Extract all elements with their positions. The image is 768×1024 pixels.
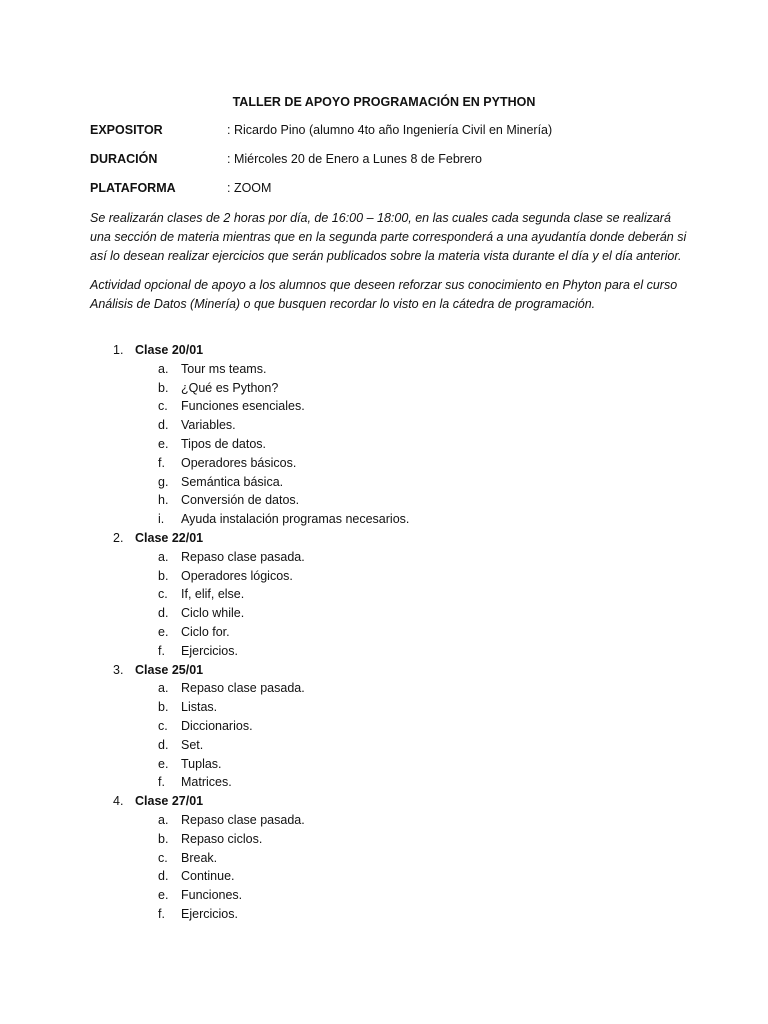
topic-text: Ciclo for.	[181, 624, 230, 639]
topic-text: Funciones esenciales.	[181, 399, 305, 414]
topic-item	[0, 569, 768, 588]
topic-letter: f.	[158, 775, 165, 790]
topic-item	[0, 775, 768, 794]
topic-item	[0, 475, 768, 494]
topic-letter: e.	[158, 436, 169, 451]
class-label: Clase 22/01	[135, 530, 204, 545]
topic-text: Break.	[181, 850, 218, 865]
meta-key: PLATAFORMA	[90, 181, 176, 195]
meta-key: DURACIÓN	[90, 152, 158, 166]
topic-item	[0, 625, 768, 644]
topic-item	[0, 813, 768, 832]
topic-letter: f.	[158, 643, 165, 658]
topic-letter: e.	[158, 888, 169, 903]
topic-letter: b.	[158, 831, 169, 846]
topic-item	[0, 907, 768, 926]
topic-text: Repaso clase pasada.	[181, 812, 305, 827]
topic-item	[0, 381, 768, 400]
topic-text: Listas.	[181, 700, 218, 715]
topic-item	[0, 550, 768, 569]
topic-letter: d.	[158, 737, 169, 752]
topic-item	[0, 587, 768, 606]
class-item	[0, 531, 768, 550]
class-label: Clase 20/01	[135, 343, 204, 357]
topic-item	[0, 700, 768, 719]
topic-item	[0, 399, 768, 418]
description-paragraph: Se realizarán clases de 2 horas por día, de 16:00 – 18:00, en las cuales cada segunda clase se realizará una sección de materia mientras que en la segunda parte corresponderá a una ayudantía donde deberán si así lo desean realizar ejercicios que serán publicados sobre la materia vista durante el día y el día anterior.	[90, 211, 687, 263]
topic-text: Repaso clase pasada.	[181, 549, 305, 564]
topic-item	[0, 437, 768, 456]
topic-text: Conversión de datos.	[181, 493, 300, 508]
topic-text: Tour ms teams.	[181, 361, 267, 376]
topic-letter: d.	[158, 418, 169, 433]
topic-item	[0, 851, 768, 870]
topic-text: Tipos de datos.	[181, 436, 267, 451]
topic-text: Tuplas.	[181, 756, 222, 771]
topic-item	[0, 888, 768, 907]
topic-item	[0, 362, 768, 381]
topic-item	[0, 418, 768, 437]
topic-letter: i.	[158, 512, 165, 527]
class-label: Clase 25/01	[135, 662, 204, 677]
class-number: 4.	[113, 794, 124, 809]
topic-letter: a.	[158, 361, 169, 376]
topic-item	[0, 493, 768, 512]
topic-letter: f.	[158, 906, 165, 921]
topic-text: Funciones.	[181, 888, 243, 903]
topic-item	[0, 606, 768, 625]
document-title: TALLER DE APOYO PROGRAMACIÓN EN PYTHON	[232, 95, 536, 109]
topic-letter: c.	[158, 850, 168, 865]
topic-text: If, elif, else.	[181, 587, 245, 602]
topic-text: Set.	[181, 737, 204, 752]
topic-text: Operadores lógicos.	[181, 568, 293, 583]
topic-letter: a.	[158, 549, 169, 564]
class-list	[0, 343, 768, 926]
topic-letter: f.	[158, 455, 165, 470]
meta-value: : Ricardo Pino (alumno 4to año Ingeniería Civil en Minería)	[227, 123, 553, 137]
class-item	[0, 794, 768, 813]
class-label: Clase 27/01	[135, 794, 204, 809]
topic-text: Variables.	[181, 418, 236, 433]
topic-text: ¿Qué es Python?	[181, 380, 279, 395]
topic-item	[0, 644, 768, 663]
class-number: 2.	[113, 530, 124, 545]
class-number: 3.	[113, 662, 124, 677]
topic-item	[0, 512, 768, 531]
topic-text: Ejercicios.	[181, 643, 238, 658]
topic-letter: e.	[158, 756, 169, 771]
meta-key: EXPOSITOR	[90, 123, 163, 137]
topic-letter: a.	[158, 812, 169, 827]
topic-letter: d.	[158, 869, 169, 884]
meta-row-plataforma	[90, 181, 710, 199]
topic-letter: c.	[158, 587, 168, 602]
meta-row-duracion	[90, 152, 710, 170]
class-item	[0, 343, 768, 362]
topic-letter: e.	[158, 624, 169, 639]
topic-text: Continue.	[181, 869, 235, 884]
topic-text: Repaso ciclos.	[181, 831, 263, 846]
class-item	[0, 663, 768, 682]
topic-letter: h.	[158, 493, 169, 508]
topic-item	[0, 719, 768, 738]
topic-item	[0, 681, 768, 700]
topic-letter: g.	[158, 474, 169, 489]
meta-row-expositor	[90, 123, 710, 141]
topic-letter: b.	[158, 568, 169, 583]
topic-text: Ayuda instalación programas necesarios.	[181, 512, 410, 527]
topic-text: Ejercicios.	[181, 906, 238, 921]
class-number: 1.	[113, 343, 124, 357]
topic-letter: b.	[158, 380, 169, 395]
topic-text: Ciclo while.	[181, 606, 245, 621]
topic-item	[0, 738, 768, 757]
topic-letter: c.	[158, 718, 168, 733]
topic-item	[0, 456, 768, 475]
topic-text: Matrices.	[181, 775, 232, 790]
objective-paragraph: Actividad opcional de apoyo a los alumnos que deseen reforzar sus conocimiento en Phyton para el curso Análisis de Datos (Minería) o que busquen recordar lo visto en la cátedra de programación.	[90, 278, 678, 311]
topic-letter: c.	[158, 399, 168, 414]
meta-value: : Miércoles 20 de Enero a Lunes 8 de Febrero	[227, 152, 483, 166]
topic-letter: a.	[158, 681, 169, 696]
topic-text: Diccionarios.	[181, 718, 253, 733]
topic-letter: b.	[158, 700, 169, 715]
topic-letter: d.	[158, 606, 169, 621]
topic-item	[0, 832, 768, 851]
topic-item	[0, 757, 768, 776]
topic-text: Repaso clase pasada.	[181, 681, 305, 696]
topic-text: Semántica básica.	[181, 474, 284, 489]
meta-value: : ZOOM	[227, 181, 272, 195]
topic-item	[0, 869, 768, 888]
topic-text: Operadores básicos.	[181, 455, 297, 470]
